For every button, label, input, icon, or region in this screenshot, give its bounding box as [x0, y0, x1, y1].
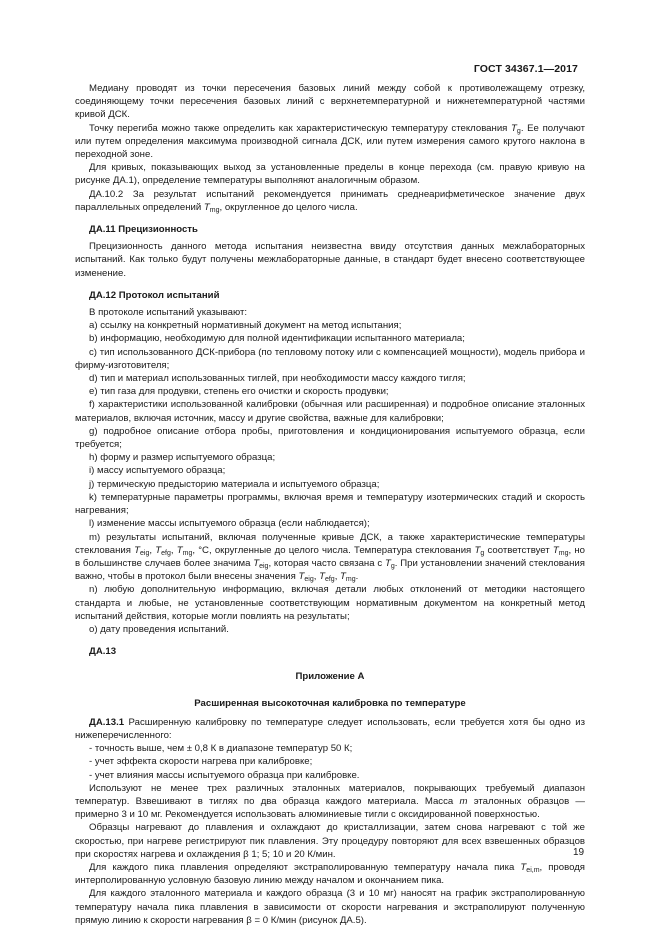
- list-item: - учет влияния массы испытуемого образца при калибровке.: [89, 769, 360, 781]
- paragraph-overshoot-curves: Для кривых, показывающих выход за установленные пределы в конце перехода (см. правую кривую на рисунке ДА.1), определение температуры выполняют аналогичным образом.: [75, 162, 585, 187]
- report-item-d: d) тип и материал использованных тиглей, при необходимости массу каждого тигля;: [89, 373, 466, 385]
- paragraph-heating-procedure: Образцы нагревают до плавления и охлаждают до кристаллизации, затем снова нагревают с той же скоростью, при нагреве регистрируют пик плавления. Эту процедуру повторяют для всех взвешенных образцов при скоростях нагрева и охлаждения β 1; 5; 10 и 20 К/мин.: [75, 822, 585, 860]
- report-item-o: o) дату проведения испытаний.: [89, 623, 229, 635]
- report-item-l: l) изменение массы испытуемого образца (если наблюдается);: [89, 518, 370, 530]
- heading-da-12: ДА.12 Протокол испытаний: [89, 289, 220, 301]
- paragraph-da-10-2: ДА.10.2 За результат испытаний рекомендуется принимать среднеарифметическое значение двух параллельных определений $T_{mg}$, округленное до целого числа.: [75, 188, 585, 214]
- list-item: - учет эффекта скорости нагрева при калибровке;: [89, 756, 313, 768]
- report-item-a: a) ссылку на конкретный нормативный документ на метод испытания;: [89, 320, 402, 332]
- report-item-b: b) информацию, необходимую для полной идентификации испытанного материала;: [89, 333, 465, 345]
- report-intro: В протоколе испытаний указывают:: [89, 307, 248, 319]
- report-item-h: h) форму и размер испытуемого образца;: [89, 452, 276, 464]
- paragraph-inflection-point: Точку перегиба можно также определить как характеристическую температуру стеклования $T_g$. Ее получают или путем определения максимума производной сигнала ДСК, или путем измерения самого крутого наклона в переходной зоне.: [75, 122, 585, 161]
- paragraph-reference-materials: Используют не менее трех различных эталонных материалов, покрывающих требуемый диапазон температур. Взвешивают в тиглях по два образца каждого материала. Масса m эталонных образцов — примерно 3 и 10 мг. Рекомендуется использовать алюминиевые тигли с оксидированной поверхностью.: [75, 782, 586, 821]
- paragraph-da-13-1: ДА.13.1 Расширенную калибровку по температуре следует использовать, если требуется хотя бы одно из нижеперечисленного:: [75, 716, 585, 741]
- paragraph-precision: Прецизионность данного метода испытания неизвестна ввиду отсутствия данных межлабораторных испытаний. Как только будут получены межлабораторные данные, в стандарт будет внесено соответствующее изменение.: [75, 241, 585, 279]
- report-item-c: c) тип использованного ДСК-прибора (по тепловому потоку или с компенсацией мощности), модель прибора и фирму-изготовителя;: [75, 346, 585, 371]
- report-item-n: n) любую дополнительную информацию, включая детали любых отклонений от методики настоящего стандарта и любые, не установленные соответствующим нормативным документом на конкретный метод испытаний действия, которые могли повлиять на результаты;: [75, 584, 585, 622]
- report-item-e: e) тип газа для продувки, степень его очистки и скорость продувки;: [89, 386, 389, 398]
- standard-number-header: ГОСТ 34367.1—2017: [473, 63, 578, 75]
- report-item-g: g) подробное описание отбора пробы, приготовления и кондиционирования испытуемого образца, если требуется;: [75, 425, 585, 451]
- heading-da-13: ДА.13: [89, 646, 117, 658]
- page-body: [75, 82, 585, 927]
- report-item-m: m) результаты испытаний, включая полученные кривые ДСК, а также характеристические температуры стеклования $T_{eig}$, $T_{efg}$, $T_{mg}$, °С, округленные до целого числа. Температура стеклования $T_g$ соответствует $T_{mg}$, но в большинстве случаев более значима $T_{eig}$, которая часто связана с $T_g$. При установлении значений стеклования важно, чтобы в протокол были внесены значения $T_{eig}$, $T_{efg}$, $T_{mg}$.: [75, 531, 586, 584]
- report-item-i: i) массу испытуемого образца;: [89, 465, 226, 477]
- paragraph-median: Медиану проводят из точки пересечения базовых линий между собой к противолежащему отрезку, соединяющему точки пересечения базовых линий с верхнетемпературной и нижнетемпературной частями кривой ДСК.: [75, 83, 585, 121]
- page-number: 19: [573, 847, 585, 858]
- report-item-j: j) термическую предысторию материала и испытуемого образца;: [89, 478, 380, 490]
- annex-subtitle: Расширенная высокоточная калибровка по температуре: [194, 697, 466, 709]
- paragraph-melting-peak: Для каждого пика плавления определяют экстраполированную температуру начала пика $T_{ei,m}$, проводя интерполированную условную базовую линию между началом и окончанием пика.: [75, 861, 585, 887]
- report-item-f: f) характеристики использованной калибровки (обычная или расширенная) и подробное описание эталонных материалов, включая источник, массу и другие свойства, важные для калибровки;: [75, 399, 585, 424]
- heading-da-11: ДА.11 Прецизионность: [89, 224, 198, 236]
- report-item-k: k) температурные параметры программы, включая время и температуру изотермических стадий и скорость нагревания;: [75, 491, 585, 517]
- paragraph-extrapolation: Для каждого эталонного материала и каждого образца (3 и 10 мг) наносят на график экстраполированную температуру начала пика плавления в зависимости от скорости нагревания и экстраполируют полученную прямую линию к скорости нагревания β = 0 К/мин (рисунок ДА.5).: [75, 888, 585, 926]
- annex-title: Приложение А: [295, 671, 365, 683]
- list-item: - точность выше, чем ± 0,8 К в диапазоне температур 50 К;: [89, 743, 353, 755]
